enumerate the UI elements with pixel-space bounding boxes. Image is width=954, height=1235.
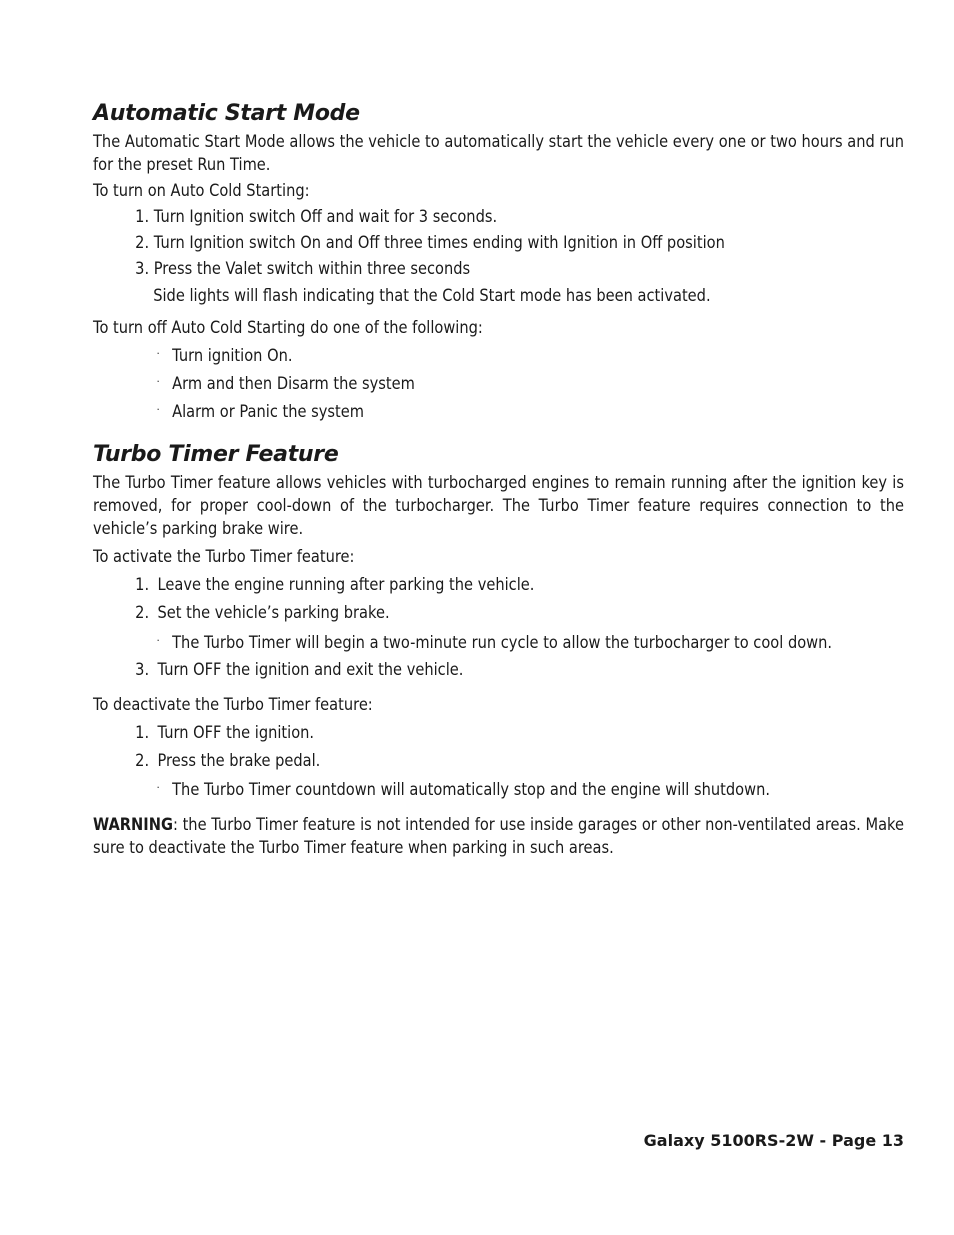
deactivate-heading: To deactivate the Turbo Timer feature: xyxy=(93,695,373,715)
warning-label: WARNING xyxy=(93,815,173,835)
turn-off-option: · Arm and then Disarm the system xyxy=(93,370,790,396)
warning-text: : the Turbo Timer feature is not intended for use inside garages or other non-ventilated areas. Make sure to deactivate the Turbo Timer feature when parking in such areas. xyxy=(93,815,904,858)
section-title-turbo-timer: Turbo Timer Feature xyxy=(93,442,339,467)
turn-off-option: · Turn ignition On. xyxy=(93,342,790,368)
turn-on-step-3: 3. Press the Valet switch within three seconds xyxy=(135,259,471,279)
turn-off-option: · Alarm or Panic the system xyxy=(93,398,790,424)
turn-on-step-1: 1. Turn Ignition switch Off and wait for 3 seconds. xyxy=(135,207,498,227)
page-content xyxy=(93,100,904,860)
activate-heading: To activate the Turbo Timer feature: xyxy=(93,547,355,567)
bullet-icon: · xyxy=(156,375,160,388)
activate-bullet: · The Turbo Timer will begin a two-minute run cycle to allow the turbocharger to cool down. xyxy=(93,629,790,655)
page-footer: Galaxy 5100RS-2W - Page 13 xyxy=(643,1131,904,1150)
cold-start-note: Side lights will flash indicating that the Cold Start mode has been activated. xyxy=(153,286,711,306)
bullet-icon: · xyxy=(156,781,160,794)
bullet-icon: · xyxy=(156,403,160,416)
bullet-icon: · xyxy=(156,634,160,647)
warning-paragraph xyxy=(93,814,904,860)
section-title-automatic-start: Automatic Start Mode xyxy=(93,101,360,126)
deactivate-step-2: 2. Press the brake pedal. xyxy=(135,751,321,771)
activate-step-2: 2. Set the vehicle’s parking brake. xyxy=(135,603,390,623)
deactivate-step-1: 1. Turn OFF the ignition. xyxy=(135,723,315,743)
turn-on-heading: To turn on Auto Cold Starting: xyxy=(93,181,310,201)
activate-step-3: 3. Turn OFF the ignition and exit the vehicle. xyxy=(135,660,464,680)
turn-off-heading: To turn off Auto Cold Starting do one of the following: xyxy=(93,318,483,338)
turn-on-step-2: 2. Turn Ignition switch On and Off three times ending with Ignition in Off position xyxy=(135,233,725,253)
automatic-start-intro: The Automatic Start Mode allows the vehicle to automatically start the vehicle every one or two hours and run for the preset Run Time. xyxy=(93,132,904,175)
activate-step-1: 1. Leave the engine running after parking the vehicle. xyxy=(135,575,535,595)
turbo-timer-intro: The Turbo Timer feature allows vehicles with turbocharged engines to remain running after the ignition key is removed, for proper cool-down of the turbocharger. The Turbo Timer feature requires connection to the vehicle’s parking brake wire. xyxy=(93,473,904,539)
bullet-icon: · xyxy=(156,347,160,360)
deactivate-bullet: · The Turbo Timer countdown will automatically stop and the engine will shutdown. xyxy=(93,776,790,802)
